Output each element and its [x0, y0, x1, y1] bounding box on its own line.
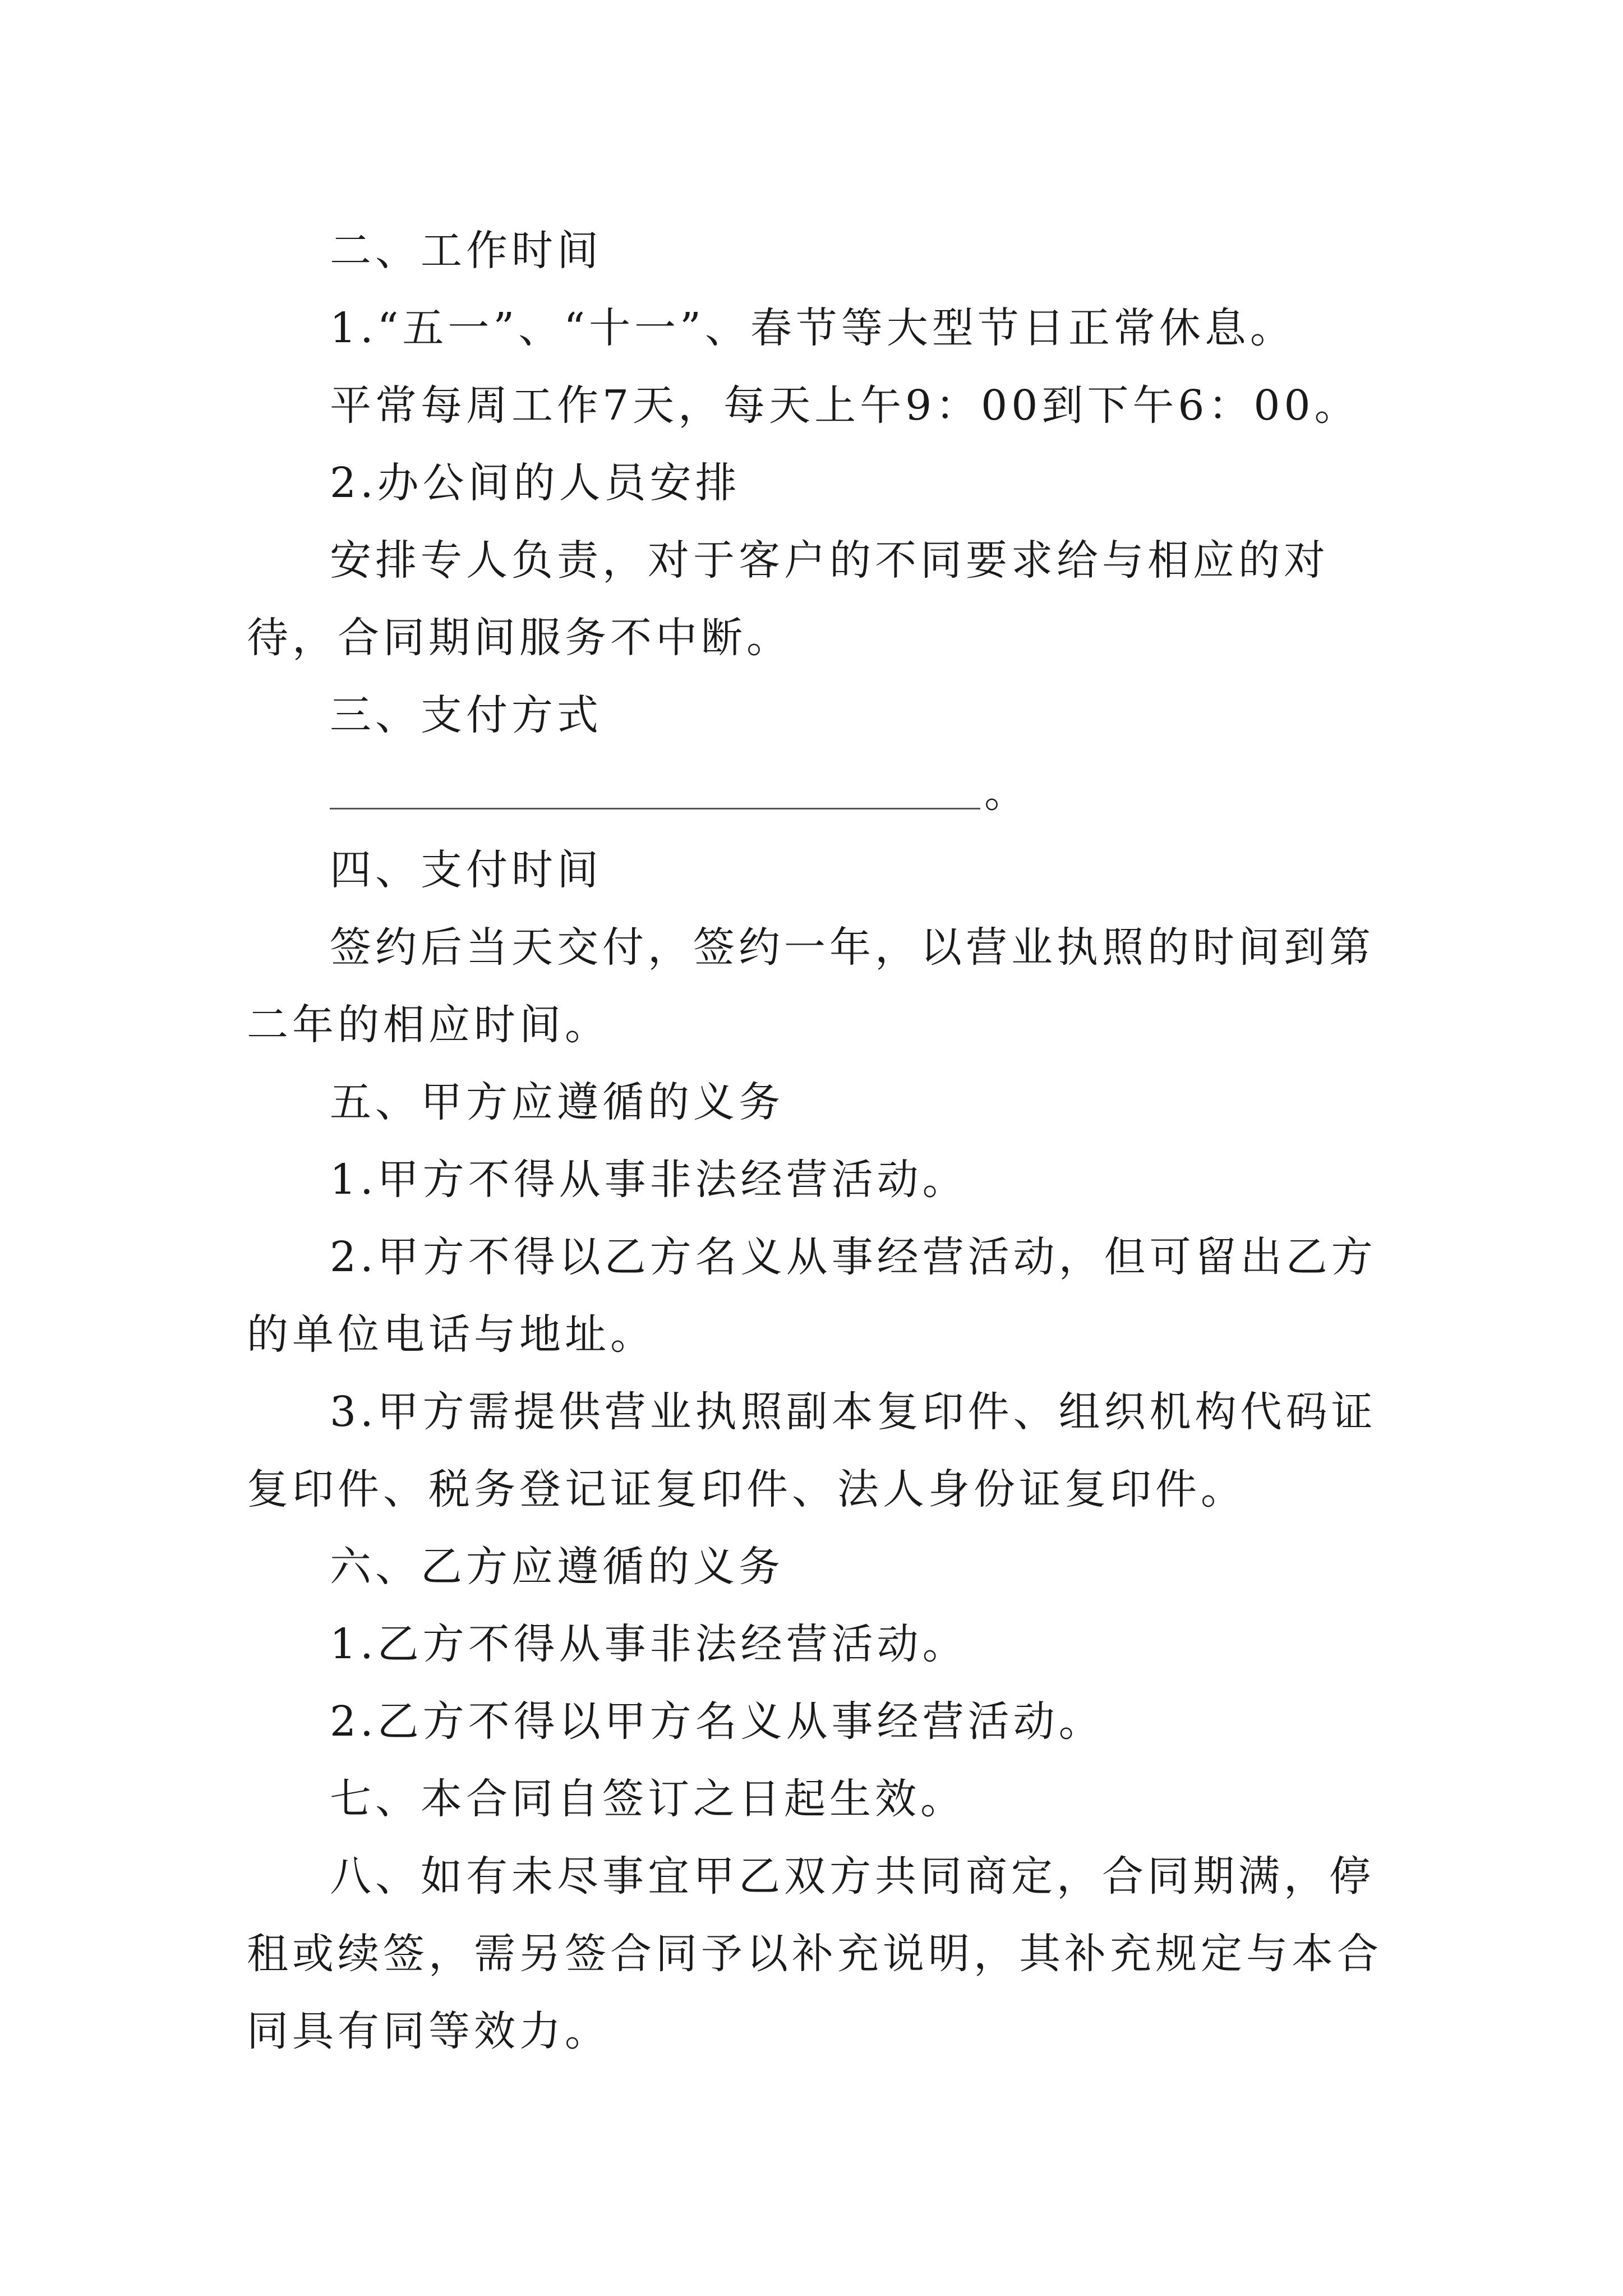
section-heading-party-b-obligations: 六、乙方应遵循的义务	[330, 1543, 784, 1591]
party-b-obligation-1: 1.乙方不得从事非法经营活动。	[330, 1620, 968, 1668]
fill-in-underline	[330, 808, 980, 809]
section-heading-party-a-obligations: 五、甲方应遵循的义务	[330, 1078, 784, 1126]
section-heading-work-time: 二、工作时间	[330, 227, 602, 275]
payment-time-paragraph: 签约后当天交付，签约一年，以营业执照的时间到第二年的相应时间。	[247, 923, 1375, 1049]
section-effective-date: 七、本合同自签订之日起生效。	[330, 1775, 966, 1823]
document-body	[247, 212, 1385, 2070]
staffing-paragraph: 安排专人负责，对于客户的不同要求给与相应的对待，合同期间服务不中断。	[247, 536, 1329, 662]
blank-period: 。	[984, 769, 1026, 817]
work-time-item-1: 1.“五一”、“十一”、春节等大型节日正常休息。	[330, 304, 1295, 352]
party-a-obligation-3: 3.甲方需提供营业执照副本复印件、组织机构代码证复印件、税务登记证复印件、法人身份证复印件。	[247, 1388, 1377, 1513]
party-a-obligation-1: 1.甲方不得从事非法经营活动。	[330, 1156, 968, 1204]
section-heading-payment-method: 三、支付方式	[330, 691, 602, 739]
party-b-obligation-2: 2.乙方不得以甲方名义从事经营活动。	[330, 1697, 1104, 1746]
party-a-obligation-2: 2.甲方不得以乙方名义从事经营活动，但可留出乙方的单位电话与地址。	[247, 1233, 1377, 1359]
work-time-item-2: 2.办公间的人员安排	[330, 459, 741, 507]
work-time-schedule: 平常每周工作7天，每天上午9：00到下午6：00。	[330, 381, 1360, 430]
section-heading-payment-time: 四、支付时间	[330, 846, 602, 894]
payment-method-blank	[247, 754, 1385, 831]
section-supplementary-terms: 八、如有未尽事宜甲乙双方共同商定，合同期满，停租或续签，需另签合同予以补充说明，其补充规定与本合同具有同等效力。	[247, 1852, 1382, 2055]
